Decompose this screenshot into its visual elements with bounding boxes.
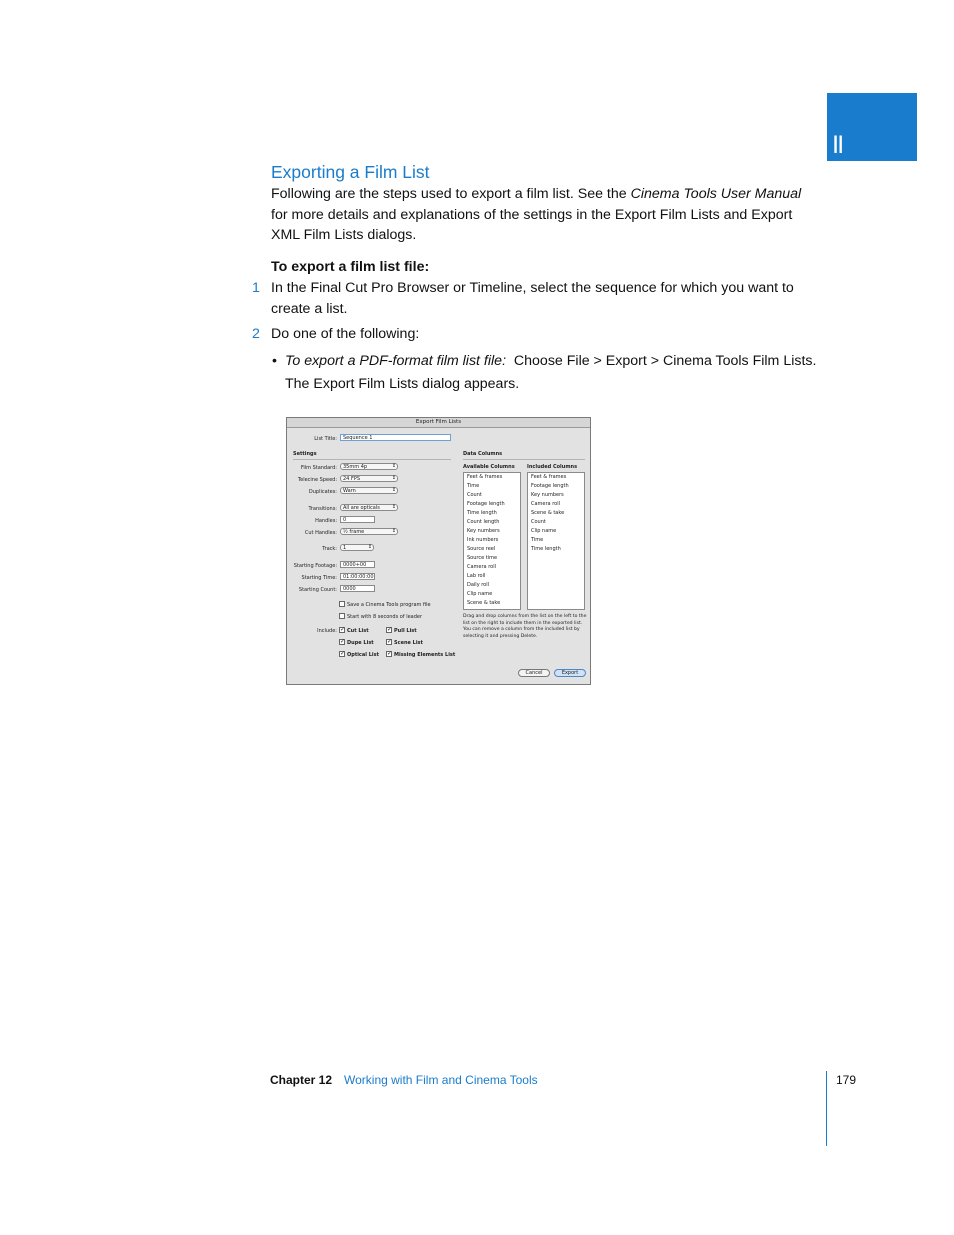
included-item[interactable]: Key numbers	[531, 492, 564, 498]
intro-text: Following are the steps used to export a film list. See the	[271, 186, 631, 202]
pull-list-checkbox[interactable]: ✓	[387, 626, 393, 633]
duplicates-label: Duplicates:	[308, 489, 337, 495]
dialog-title: Export Film Lists	[287, 418, 590, 428]
bullet-text: Choose File > Export > Cinema Tools Film Lists.	[513, 353, 817, 369]
handles-input[interactable]: 0	[340, 516, 375, 523]
cut-list-label: Cut List	[347, 628, 369, 634]
starting-count-input[interactable]: 0000	[340, 585, 375, 592]
available-item[interactable]: Source reel	[467, 546, 496, 552]
leader-label: Start with 8 seconds of leader	[347, 614, 423, 620]
available-item[interactable]: Ink numbers	[467, 537, 499, 543]
optical-list-label: Optical List	[347, 652, 379, 658]
included-item[interactable]: Count	[531, 519, 546, 525]
optical-list-checkbox[interactable]: ✓	[340, 650, 346, 657]
missing-elements-checkbox[interactable]: ✓	[387, 650, 393, 657]
available-item[interactable]: Lab roll	[467, 573, 486, 579]
missing-elements-label: Missing Elements List	[394, 652, 456, 658]
chapter-tab-label: II	[832, 131, 843, 159]
transitions-label: Transitions:	[308, 506, 337, 512]
film-standard-label: Film Standard:	[300, 465, 337, 471]
book-title: Cinema Tools User Manual	[630, 186, 802, 202]
cancel-button[interactable]: Cancel	[518, 669, 550, 677]
included-item[interactable]: Footage length	[531, 483, 569, 489]
available-item[interactable]: Count length	[467, 519, 500, 525]
footer-chapter-title: Working with Film and Cinema Tools	[344, 1073, 538, 1087]
intro-paragraph	[271, 184, 821, 246]
available-item[interactable]: Footage length	[467, 501, 505, 507]
transitions-select[interactable]: All are opticals ↕	[340, 504, 398, 511]
save-program-label: Save a Cinema Tools program file	[347, 602, 431, 608]
duplicates-select[interactable]: Warn ↕	[340, 487, 398, 494]
starting-time-input[interactable]: 01:00:00:00	[340, 573, 375, 580]
included-item[interactable]: Clip name	[531, 528, 557, 534]
section-heading: Exporting a Film List	[271, 162, 430, 182]
starting-count-label: Starting Count:	[298, 587, 337, 593]
available-columns-list[interactable]	[463, 472, 521, 610]
step-text-2: Do one of the following:	[271, 326, 420, 342]
cut-list-checkbox[interactable]: ✓	[340, 626, 346, 633]
available-item[interactable]: Camera roll	[467, 564, 496, 570]
list-title-input[interactable]: Sequence 1	[340, 434, 451, 441]
list-title-label: List Title:	[314, 436, 337, 442]
track-select[interactable]: 1 ↕	[340, 544, 374, 551]
drag-hint: Drag and drop columns from the list on the left to the list on the right to include them in the exported list. You can remove a column from the included list by selecting it and pressing Delete.	[463, 614, 587, 639]
bullet-item	[285, 351, 825, 372]
export-film-lists-dialog	[286, 417, 591, 685]
task-heading: To export a film list file:	[271, 259, 430, 275]
track-label: Track:	[322, 546, 337, 552]
handles-label: Handles:	[315, 518, 337, 524]
page-number: 179	[836, 1073, 857, 1087]
available-item[interactable]: Feet & frames	[467, 474, 503, 480]
telecine-label: Telecine Speed:	[297, 477, 337, 483]
available-item[interactable]: Clip name	[467, 591, 493, 597]
data-columns-divider	[463, 459, 585, 460]
dupe-list-checkbox[interactable]: ✓	[340, 638, 346, 645]
available-item[interactable]: Count	[467, 492, 482, 498]
pull-list-label: Pull List	[394, 628, 417, 634]
starting-footage-label: Starting Footage:	[293, 563, 337, 569]
telecine-select[interactable]: 24 FPS ↕	[340, 475, 398, 482]
cut-handles-select[interactable]: ½ frame ↕	[340, 528, 398, 535]
scene-list-label: Scene List	[394, 640, 423, 646]
included-item[interactable]: Feet & frames	[531, 474, 567, 480]
available-item[interactable]: Time	[467, 483, 480, 489]
available-item[interactable]: Daily roll	[467, 582, 490, 588]
available-heading: Available Columns	[463, 464, 515, 470]
included-item[interactable]: Scene & take	[531, 510, 565, 516]
included-columns-list[interactable]	[527, 472, 585, 610]
step-number-1: 1	[252, 280, 260, 296]
footer-chapter: Chapter 12	[270, 1073, 333, 1087]
starting-time-label: Starting Time:	[301, 575, 337, 581]
scene-list-checkbox[interactable]: ✓	[387, 638, 393, 645]
save-program-checkbox[interactable]	[339, 601, 345, 607]
starting-footage-input[interactable]: 0000+00	[340, 561, 375, 568]
bullet-lead: To export a PDF-format film list file:	[285, 353, 507, 369]
intro-text-end: for more details and explanations of the settings in the Export Film Lists and Export XML Film Lists dialogs.	[271, 206, 793, 243]
data-columns-heading: Data Columns	[463, 451, 503, 457]
step-number-2: 2	[252, 326, 260, 342]
included-item[interactable]: Time	[531, 537, 544, 543]
settings-heading: Settings	[293, 451, 317, 457]
available-item[interactable]: Key numbers	[467, 528, 500, 534]
included-item[interactable]: Time length	[531, 546, 561, 552]
dupe-list-label: Dupe List	[347, 640, 374, 646]
included-heading: Included Columns	[527, 464, 578, 470]
available-item[interactable]: Time length	[467, 510, 497, 516]
available-item[interactable]: Source time	[467, 555, 498, 561]
export-button[interactable]: Export	[554, 669, 586, 677]
included-item[interactable]: Camera roll	[531, 501, 560, 507]
available-item[interactable]: Scene & take	[467, 600, 501, 606]
footer-divider	[826, 1071, 827, 1146]
include-label: Include:	[317, 628, 337, 634]
step-text-1: In the Final Cut Pro Browser or Timeline, select the sequence for which you want to create a list.	[271, 280, 794, 317]
leader-checkbox[interactable]	[339, 613, 345, 619]
cut-handles-label: Cut Handles:	[304, 530, 337, 536]
film-standard-select[interactable]: 35mm 4p ↕	[340, 463, 398, 470]
chapter-tab	[827, 93, 917, 161]
result-text: The Export Film Lists dialog appears.	[285, 376, 520, 392]
bullet-mark: •	[272, 353, 277, 369]
settings-divider	[293, 459, 451, 460]
